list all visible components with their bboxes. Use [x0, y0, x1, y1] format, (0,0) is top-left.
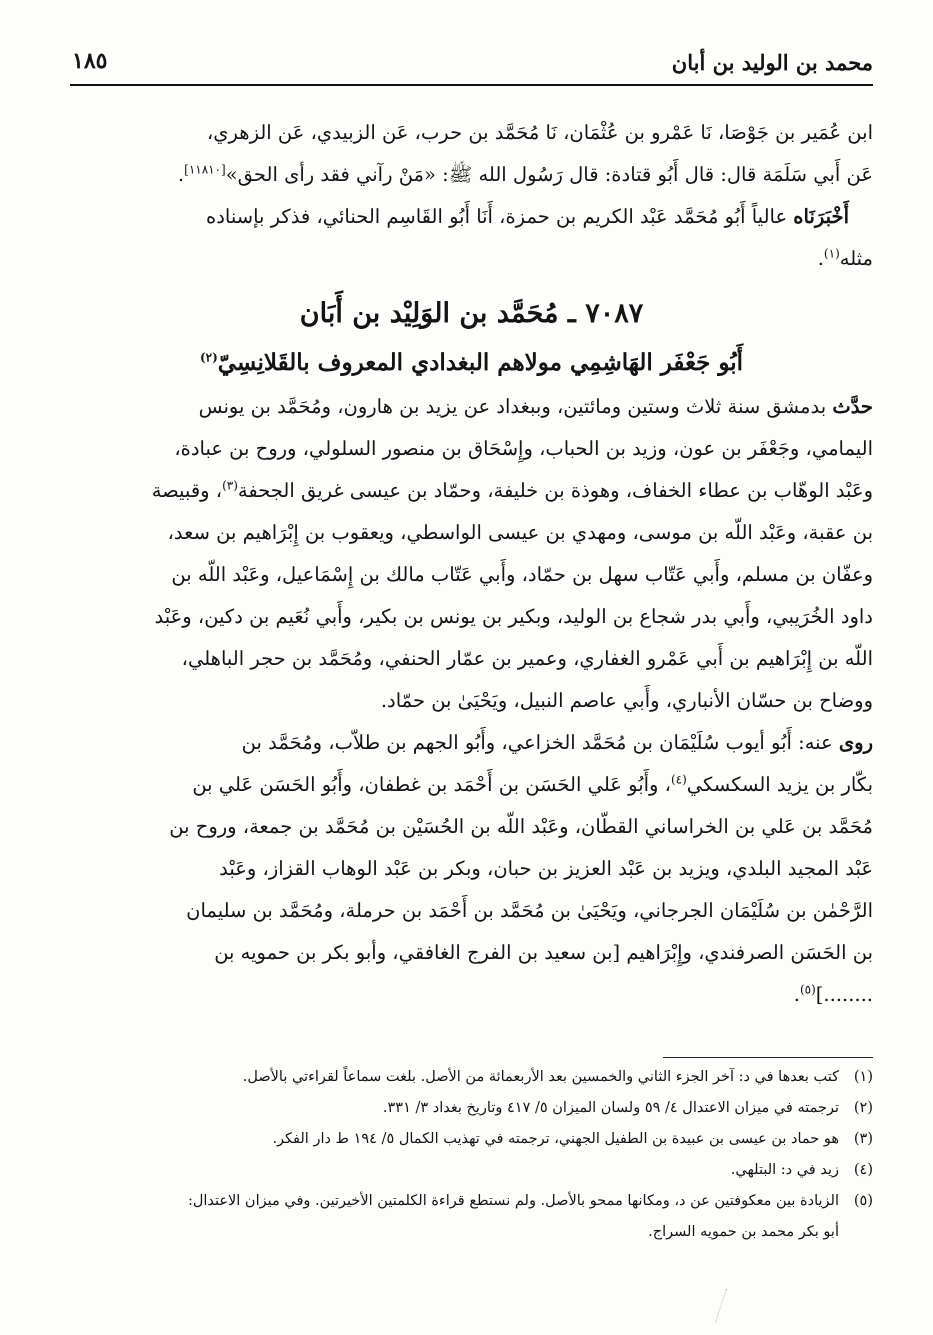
text-line: مثله$^{(١)}$. [817, 246, 873, 270]
haddath-label: حدَّث [832, 395, 873, 418]
text-line: وعفّان بن مسلم، وأَبي عَتّاب سهل بن حمّاد، وأَبي عَتّاب مالك بن إِسْمَاعيل، وعَبْد اللّه بن [171, 563, 873, 586]
text-line: اليمامي، وجَعْفَر بن عون، وزيد بن الحباب، وإِسْحَاق بن منصور السلولي، وروح بن عبادة، [174, 437, 873, 460]
footnote-ref: (٤) [670, 772, 687, 787]
text-line: عَن أَبي سَلَمَة قال: قال أَبُو قتادة: قال رَسُول الله ﷺ: «مَنْ رآني فقد رأى الحق»[١١٨١٠]. [177, 162, 873, 186]
text-line: بن الحَسَن الصرفندي، وإِبْرَاهيم [بن سعيد بن الفرج الغافقي، وأبو بكر بن حمويه بن [214, 941, 873, 964]
footnote: (٢)ترجمته في ميزان الاعتدال ٤/ ٥٩ ولسان الميزان ٥/ ٤١٧ وتاريخ بغداد ٣/ ٣٣١. [382, 1100, 873, 1116]
text-line: بكّار بن يزيد السكسكي$^{(٤)}$، وأَبُو عَلي الحَسَن بن أَحْمَد بن غطفان، وأَبُو الحَسَن عَلي بن [192, 772, 873, 796]
text-line: أَخْبَرَنَاه عالياً أَبُو مُحَمَّد عَبْد الكريم بن حمزة، أَنَا أَبُو القَاسِم الحنائي، فذكر بإسناده [206, 205, 849, 228]
text-line: داود الخُرَيبي، وأَبي بدر شجاع بن الوليد، وبكير بن يونس بن بكير، وأَبي نُعَيم بن دكين، وعَبْد [154, 605, 873, 628]
footnote: (٥)الزيادة بين معكوفتين عن د، ومكانها ممحو بالأصل. ولم نستطع قراءة الكلمتين الأخيرتين. وفي ميزان الاعتدال: [187, 1193, 873, 1209]
footnotes [70, 1062, 873, 1248]
footnote: (١)كتب بعدها في د: آخر الجزء الثاني والخمسين بعد الأربعمائة من الأصل. بلغت سماعاً لقراءتي بالأصل. [242, 1069, 873, 1085]
footnote-ref: (١) [823, 246, 840, 261]
entry-subtitle: أَبُو جَعْفَر الهَاشِمِي مولاهم البغدادي المعروف بالقَلانِسِيّ$^{(٢)}$ [199, 349, 744, 376]
entry-title: ٧٠٨٧ ـ مُحَمَّد بن الوَلِيْد بن أَبَان [299, 298, 644, 329]
footnote: (٣)هو حماد بن عيسى بن عبيدة بن الطفيل الجهني، ترجمته في تهذيب الكمال ٥/ ١٩٤ ط دار الفكر. [272, 1131, 873, 1147]
running-title: محمد بن الوليد بن أبان [671, 50, 873, 75]
text-line: روى عنه: أَبُو أيوب سُلَيْمَان بن مُحَمَّد الخزاعي، وأَبُو الجهم بن طلاّب، ومُحَمَّد بن [241, 731, 873, 754]
text-line: ابن عُمَير بن جَوْصَا، نَا عَمْرو بن عُثْمَان، نَا مُحَمَّد بن حرب، عَن الزبيدي، عَن الزهري، [206, 121, 873, 144]
text-line: الرَّحْمٰن بن سُلَيْمَان الجرجاني، ويَحْيَىٰ بن مُحَمَّد بن أَحْمَد بن حرملة، ومُحَمَّد بن سليمان [186, 899, 873, 922]
hadith-number: [١١٨١٠] [184, 162, 226, 177]
main-text [70, 112, 873, 1016]
akhbarana-label: أَخْبَرَنَاه [793, 205, 849, 228]
text-line: حدَّث بدمشق سنة ثلاث وستين ومائتين، وببغداد عن يزيد بن هارون، ومُحَمَّد بن يونس [198, 395, 873, 418]
text-line: ووضاح بن حسّان الأنباري، وأَبي عاصم النبيل، ويَحْيَىٰ بن حمّاد. [380, 689, 873, 712]
footnote-ref: (٣) [222, 478, 238, 493]
page-header [70, 40, 873, 86]
footnote-divider [663, 1057, 873, 1058]
text-line: وعَبْد الوهّاب بن عطاء الخفاف، وهوذة بن خليفة، وحمّاد بن عيسى غريق الجحفة$^{(٣)}$، وقبيصة [151, 478, 873, 502]
page-number: ١٨٥ [72, 48, 108, 74]
text-line: بن عقبة، وعَبْد اللّه بن موسى، ومهدي بن عيسى الواسطي، ويعقوب بن إِبْرَاهيم بن سعد، [167, 521, 873, 544]
footnote: (٤)زيد في د: البتلهي. [730, 1162, 873, 1178]
text-line: اللّه بن إِبْرَاهيم بن أَبي عَمْرو الغفاري، وعمير بن عمّار الحنفي، ومُحَمَّد بن حجر الباهلي، [181, 647, 873, 670]
text-line: مُحَمَّد بن عَلي بن الخراساني القطّان، وعَبْد اللّه بن الحُسَيْن بن مُحَمَّد بن جمعة، وروح بن [169, 815, 873, 838]
footnote-continuation: أبو بكر محمد بن حمويه السراج. [648, 1224, 839, 1240]
text-line: عَبْد المجيد البلدي، ويزيد بن عَبْد العزيز بن حبان، وبكر بن عَبْد الوهاب القزاز، وعَبْد [219, 857, 873, 880]
scan-mark [715, 1289, 740, 1328]
text-line: ........]$^{(٥)}$. [793, 982, 873, 1006]
rawa-label: روى [838, 731, 873, 754]
footnote-ref: (٥) [799, 982, 816, 997]
footnote-ref: (٢) [199, 350, 218, 365]
